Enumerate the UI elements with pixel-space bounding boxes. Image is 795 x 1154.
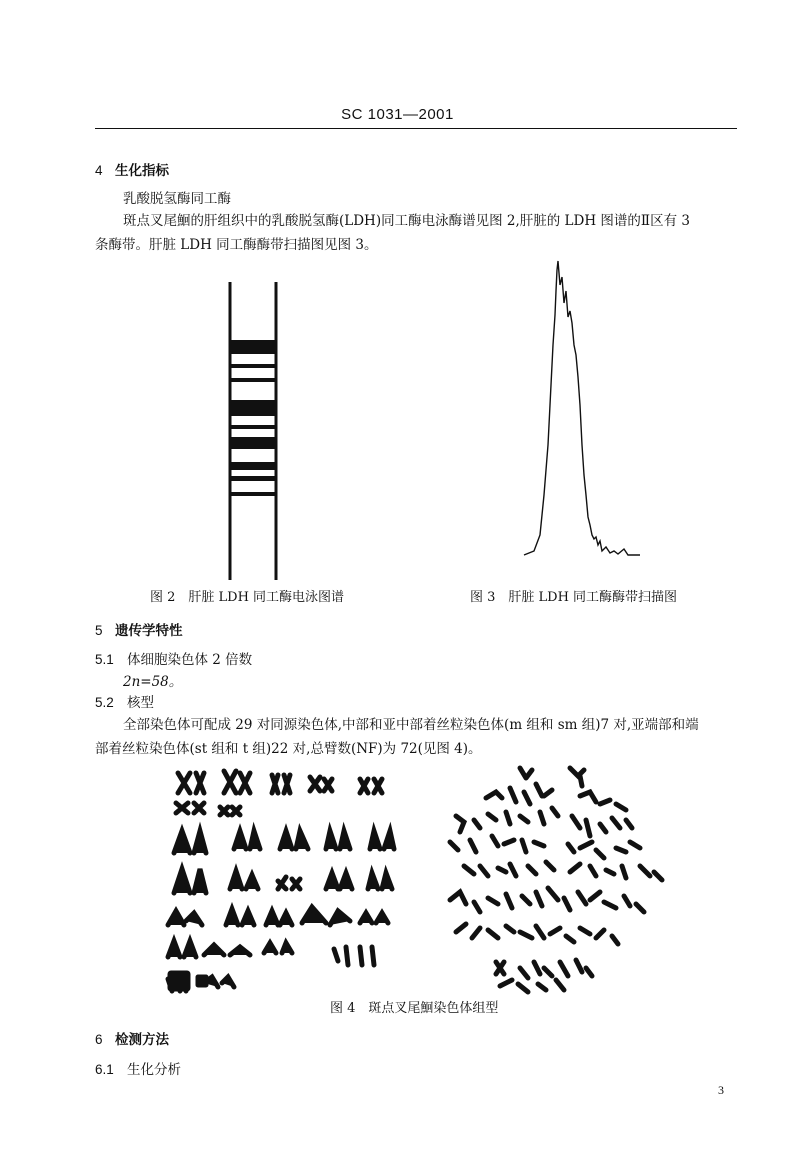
gel-band (230, 476, 276, 481)
section-title: 检测方法 (115, 1032, 169, 1048)
subsection-number: 6.1 (95, 1062, 114, 1077)
karyotype-paragraph-line2: 部着丝粒染色体(st 组和 t 组)22 对,总臂数(NF)为 72(见图 4)。 (95, 741, 482, 757)
gel-band (230, 492, 276, 496)
gel-band (230, 364, 276, 368)
gel-band (230, 378, 276, 382)
subsection-5-1-heading (95, 650, 252, 670)
gel-band (230, 400, 276, 416)
section-5-heading (95, 621, 183, 641)
subsection-5-2-heading (95, 693, 154, 713)
section-number: 6 (95, 1032, 103, 1047)
section-title: 遗传学特性 (115, 623, 183, 639)
subsection-title: 核型 (127, 695, 154, 711)
figure-4-karyogram (160, 765, 410, 995)
figure-2-caption: 图 2 肝脏 LDH 同工酶电泳图谱 (150, 590, 345, 605)
page-number: 3 (718, 1083, 724, 1097)
subsection-6-1-heading (95, 1060, 181, 1080)
subsection-number: 5.1 (95, 652, 114, 667)
subsection-title: 体细胞染色体 2 倍数 (127, 652, 253, 668)
gel-band (230, 340, 276, 354)
figure-3-scan-trace (520, 255, 650, 565)
figure-4-metaphase-spread (440, 762, 670, 1002)
ldh-subtitle: 乳酸脱氢酶同工酶 (123, 191, 231, 207)
section-number: 5 (95, 623, 103, 638)
subsection-number: 5.2 (95, 695, 114, 710)
ldh-paragraph-line1: 斑点叉尾鮰的肝组织中的乳酸脱氢酶(LDH)同工酶电泳酶谱见图 2,肝脏的 LDH 图谱的Ⅱ区有 3 (123, 213, 690, 229)
subsection-title: 生化分析 (127, 1062, 181, 1078)
gel-band (230, 437, 276, 449)
chromosome-count: 2n=58。 (123, 674, 183, 690)
section-4-heading (95, 161, 169, 181)
karyotype-paragraph-line1: 全部染色体可配成 29 对同源染色体,中部和亚中部着丝粒染色体(m 组和 sm 组)7 对,亚端部和端 (123, 717, 699, 733)
figure-2-gel-diagram (225, 282, 285, 582)
section-6-heading (95, 1030, 169, 1050)
standard-code: SC 1031—2001 (341, 106, 454, 123)
gel-band (230, 462, 276, 470)
ldh-paragraph-line2: 条酶带。肝脏 LDH 同工酶酶带扫描图见图 3。 (95, 237, 378, 253)
figure-4-caption: 图 4 斑点叉尾鮰染色体组型 (330, 1001, 499, 1016)
figure-3-caption: 图 3 肝脏 LDH 同工酶酶带扫描图 (470, 590, 678, 605)
section-title: 生化指标 (115, 163, 169, 179)
gel-band (230, 425, 276, 429)
header-rule (95, 128, 737, 129)
section-number: 4 (95, 163, 103, 178)
